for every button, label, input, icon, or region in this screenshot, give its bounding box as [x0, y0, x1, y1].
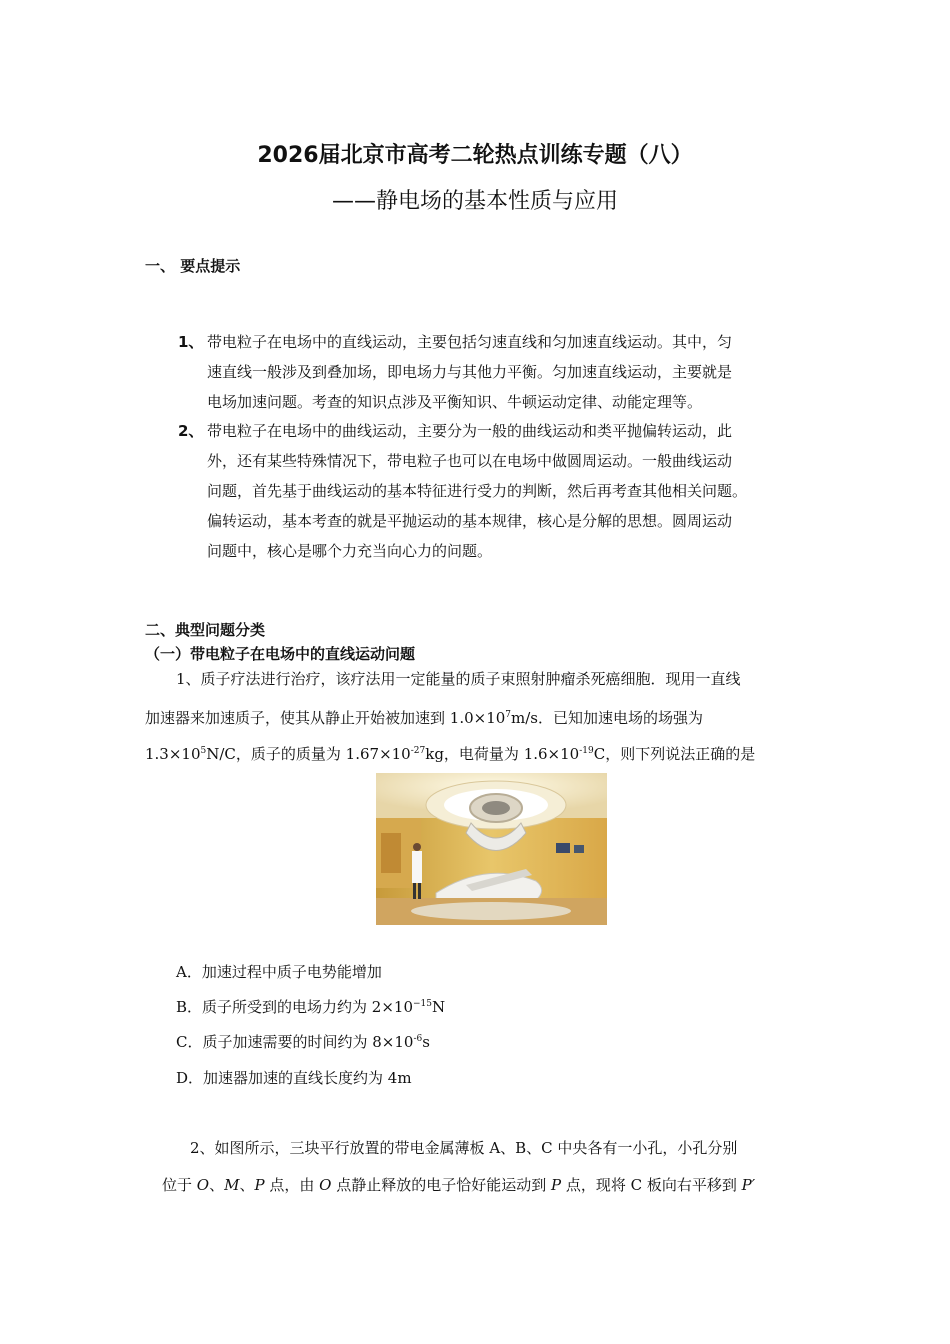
section1-heading: 一、 要点提示 [145, 257, 241, 275]
q1-line [145, 743, 755, 764]
exponent: -6 [413, 1034, 423, 1044]
point-label: M [224, 1176, 240, 1194]
item2-line: 问题，首先基于曲线运动的基本特征进行受力的判断，然后再考查其他相关问题。 [207, 482, 748, 500]
item2-line: 偏转运动，基本考查的就是平抛运动的基本规律，核心是分解的思想。圆周运动 [207, 512, 733, 530]
q1-text: m/s．已知加速电场的场强为 [511, 709, 703, 727]
item1-line: 速直线一般涉及到叠加场，即电场力与其他力平衡。匀加速直线运动，主要就是 [207, 363, 733, 381]
proton-therapy-photo [376, 773, 607, 925]
q2-line: 2、如图所示，三块平行放置的带电金属薄板 A、B、C 中央各有一小孔，小孔分别 [190, 1139, 738, 1157]
item1-line: 电场加速问题。考查的知识点涉及平衡知识、牛顿运动定律、动能定理等。 [207, 393, 703, 411]
option-text: s [422, 1033, 430, 1051]
point-label: P [550, 1176, 562, 1194]
q2-text: 、 [239, 1176, 255, 1194]
option-c [176, 1031, 430, 1052]
option-d: D．加速器加速的直线长度约为 4m [176, 1069, 412, 1087]
q2-text: 点，由 [264, 1176, 320, 1194]
item1-line: 带电粒子在电场中的直线运动，主要包括匀速直线和匀加速直线运动。其中，匀 [207, 333, 733, 351]
q1-text: N/C，质子的质量为 1.67×10 [206, 745, 411, 763]
q2-text: 点静止释放的电子恰好能运动到 [331, 1176, 551, 1194]
exponent: 7 [505, 710, 512, 720]
item1-number: 1、 [178, 333, 204, 351]
q2-text: 点，现将 C 板向右平移到 [561, 1176, 742, 1194]
option-text: B．质子所受到的电场力约为 2×10 [176, 998, 413, 1016]
option-text: C．质子加速需要的时间约为 8×10 [176, 1033, 414, 1051]
section2-heading: 二、典型问题分类 [145, 621, 266, 639]
item2-line: 问题中，核心是哪个力充当向心力的问题。 [207, 542, 493, 560]
exponent: -27 [410, 746, 426, 756]
q2-text: 、 [209, 1176, 225, 1194]
document-title: 2026届北京市高考二轮热点训练专题（八） [257, 143, 693, 168]
q2-line [162, 1174, 755, 1195]
q1-line [145, 707, 703, 728]
q1-text: 1.3×10 [145, 745, 201, 763]
document-subtitle: ——静电场的基本性质与应用 [331, 189, 618, 214]
q1-text: kg，电荷量为 1.6×10 [425, 745, 580, 763]
q1-text: 加速器来加速质子，使其从静止开始被加速到 1.0×10 [145, 709, 506, 727]
section2-subheading: （一）带电粒子在电场中的直线运动问题 [145, 645, 416, 663]
item2-line: 外，还有某些特殊情况下，带电粒子也可以在电场中做圆周运动。一般曲线运动 [207, 452, 733, 470]
exponent: 5 [200, 746, 207, 756]
q1-line: 1、质子疗法进行治疗，该疗法用一定能量的质子束照射肿瘤杀死癌细胞．现用一直线 [176, 670, 741, 688]
item2-line: 带电粒子在电场中的曲线运动，主要分为一般的曲线运动和类平抛偏转运动，此 [207, 422, 733, 440]
q1-text: C，则下列说法正确的是 [593, 745, 756, 763]
option-text: N [432, 998, 446, 1016]
point-label: P [254, 1176, 265, 1194]
point-label: P′ [741, 1176, 756, 1194]
item2-number: 2、 [178, 422, 204, 440]
option-a: A．加速过程中质子电势能增加 [176, 963, 382, 981]
exponent: -19 [579, 746, 594, 756]
q2-text: 位于 [162, 1176, 197, 1194]
point-label: O [319, 1176, 332, 1194]
point-label: O [196, 1176, 210, 1194]
exponent: −15 [413, 999, 432, 1009]
option-b [176, 996, 445, 1017]
